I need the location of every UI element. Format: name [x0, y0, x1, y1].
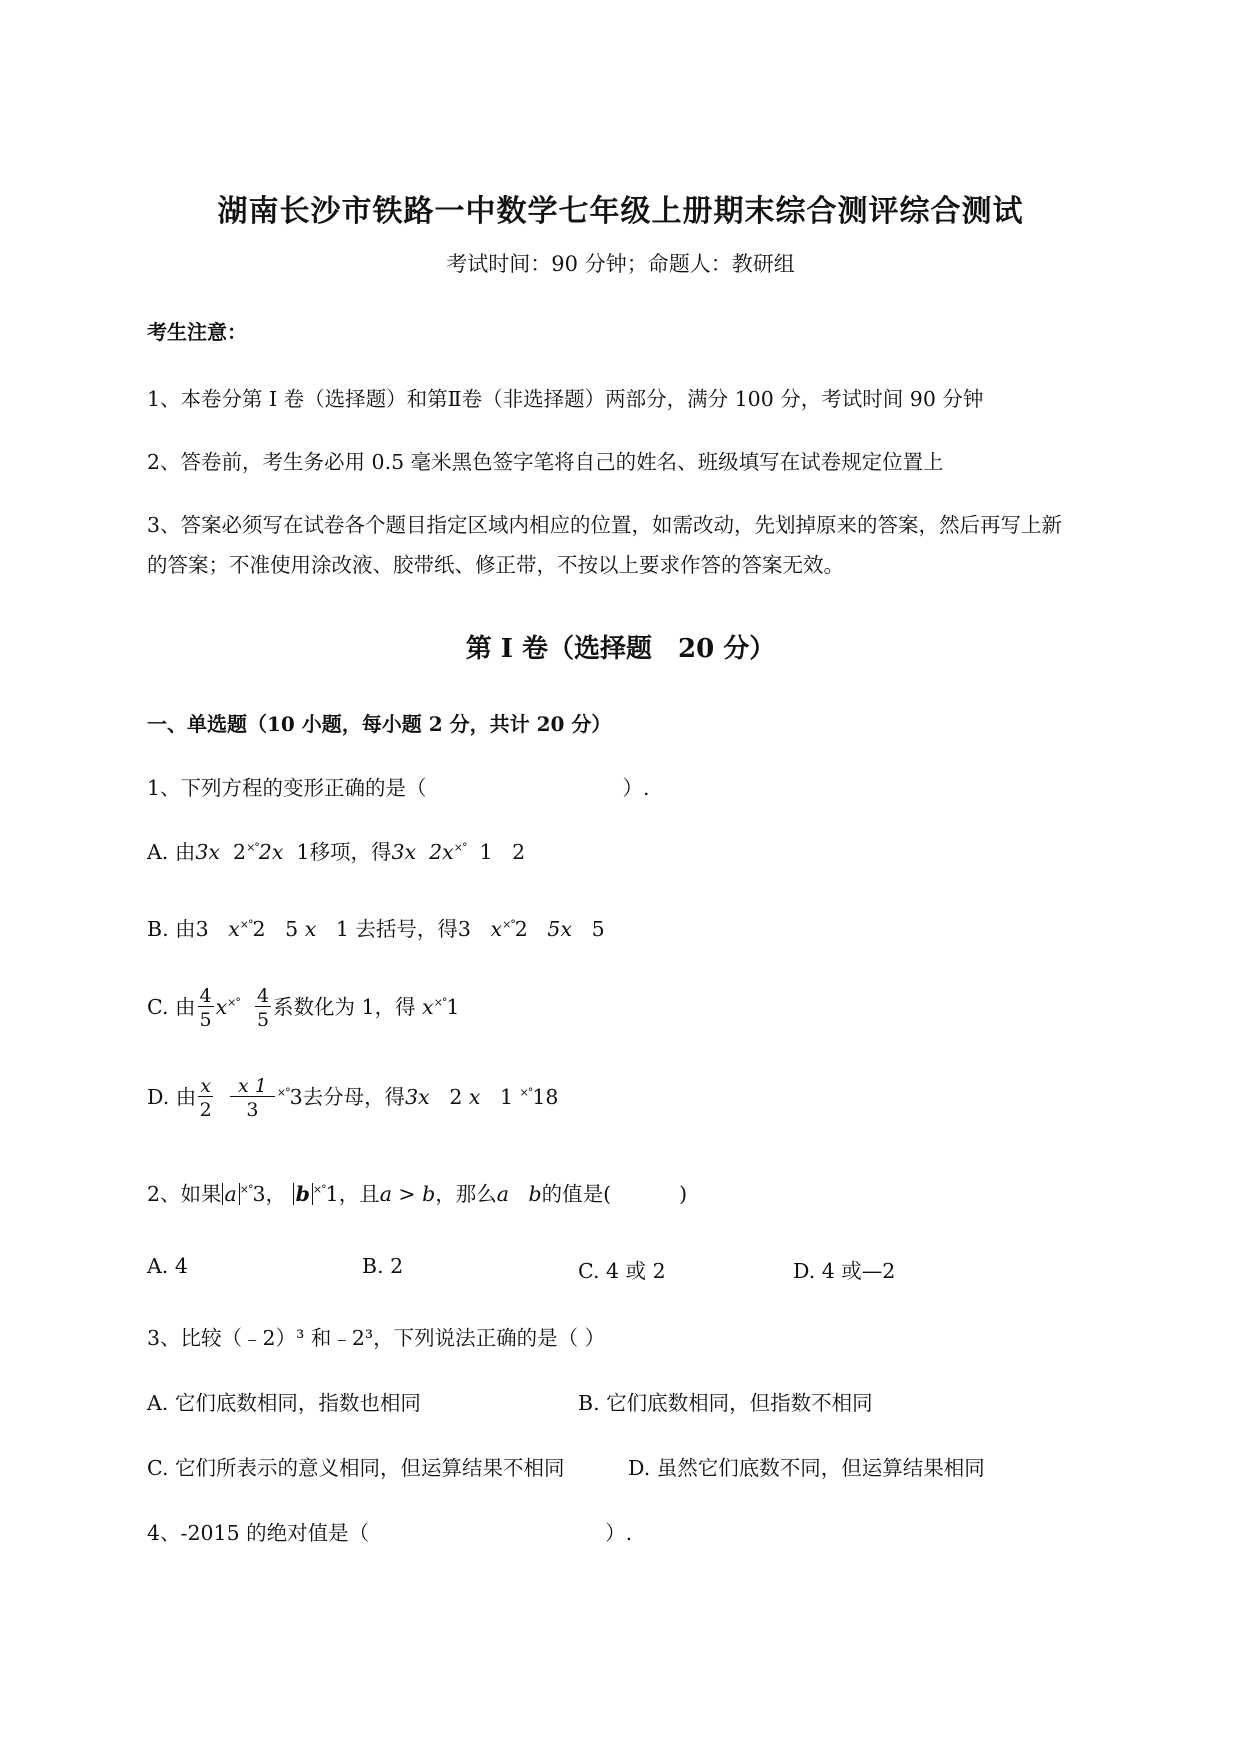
q3-option-c: C. 它们所表示的意义相同，但运算结果不相同: [147, 1456, 565, 1480]
question-1-stem-end: ）.: [622, 776, 650, 800]
math-term: 2: [252, 917, 266, 941]
math-term: 3: [195, 917, 209, 941]
math-term: 2x: [429, 840, 454, 864]
math-term: x: [228, 917, 240, 941]
fraction: $\frac{x}{2}$: [199, 1075, 212, 1121]
question-1: [147, 771, 650, 801]
math-term: x: [422, 995, 434, 1019]
question-2-text: ): [679, 1182, 688, 1206]
math-term: 1: [325, 1182, 339, 1206]
question-2-text: ，且: [338, 1182, 380, 1206]
math-term: 1: [335, 917, 349, 941]
math-term: 2: [233, 840, 247, 864]
q2-option-d: D. 4 或—2: [793, 1259, 896, 1283]
question-3: 3、比较（﹣2）³ 和﹣2³，下列说法正确的是（ ）: [147, 1326, 606, 1350]
math-term: 3: [457, 917, 471, 941]
question-4: [147, 1516, 632, 1546]
fraction: $\frac{4}{5}$: [256, 985, 270, 1031]
abs-value-b: b: [293, 1183, 313, 1205]
q2-option-b: B. 2: [362, 1254, 404, 1278]
q1-option-d: D. 由 $\frac{x}{2}$ $\frac{x 1}{3}$ ×°3去分母，得3x 2 x 1 ×°18: [147, 1075, 559, 1121]
math-term: 2: [514, 917, 528, 941]
section-title-part-a: 第 I 卷（选择题: [465, 634, 653, 664]
option-text: 系数化为 1，得: [273, 995, 416, 1019]
question-2: 2、如果 a ×°3， b ×°1，且a > b，那么a b的值是( ): [147, 1182, 688, 1206]
notice-item-2: 2、答卷前，考生务必用 0.5 毫米黑色签字笔将自己的姓名、班级填写在试卷规定位置上: [147, 450, 944, 474]
option-text: 移项，得: [309, 840, 392, 864]
option-text: 去括号，得: [355, 917, 458, 941]
q1-option-c: C. 由 $\frac{4}{5}$ x×° $\frac{4}{5}$ 系数化为 1，得 x×°1: [147, 985, 460, 1031]
option-text: 去分母，得: [302, 1085, 406, 1109]
q3-option-d: D. 虽然它们底数不同，但运算结果相同: [628, 1456, 985, 1480]
exam-info: 考试时间：90 分钟；命题人：教研组: [446, 252, 795, 276]
q2-option-c: C. 4 或 2: [578, 1259, 666, 1283]
condition: a > b: [379, 1182, 436, 1206]
q1-option-a: A. 由3x 2×°2x 1移项，得3x 2x×° 1 2: [147, 840, 526, 864]
math-term: 3x: [195, 840, 220, 864]
question-2-text: ，那么: [435, 1182, 497, 1206]
notice-item-3: 3、答案必须写在试卷各个题目指定区域内相应的位置，如需改动，先划掉原来的答案，然后再写上新: [147, 513, 1063, 537]
question-2-text: 的值是(: [541, 1182, 612, 1206]
notice-item-3-cont: 的答案；不准使用涂改液、胶带纸、修正带，不按以上要求作答的答案无效。: [147, 553, 844, 577]
page-title: 湖南长沙市铁路一中数学七年级上册期末综合测评综合测试: [217, 194, 1024, 229]
question-4-stem: 4、-2015 的绝对值是（: [147, 1521, 370, 1545]
math-term: 18: [532, 1085, 559, 1109]
math-term: 2x: [258, 840, 284, 864]
abs-value-a: a: [222, 1183, 240, 1205]
q2-option-a: A. 4: [147, 1254, 188, 1278]
math-term: 2: [512, 840, 526, 864]
option-text: 由: [175, 917, 196, 941]
math-term: 1: [446, 995, 460, 1019]
q1-option-b: B. 由3 x×°2 5 x 1 去括号，得3 x×°2 5x 5: [147, 917, 605, 941]
option-text: 由: [175, 995, 196, 1019]
fraction: $\frac{4}{5}$: [199, 985, 212, 1031]
question-group-heading: 一、单选题（10 小题，每小题 2 分，共计 20 分）: [147, 712, 612, 736]
fraction: $\frac{x 1}{3}$: [230, 1077, 275, 1120]
option-text: 由: [175, 1085, 197, 1109]
question-1-stem: 1、下列方程的变形正确的是（: [147, 776, 427, 800]
math-term: x: [215, 995, 228, 1019]
option-label: B.: [147, 917, 169, 941]
option-text: 由: [174, 840, 196, 864]
option-label: D.: [147, 1085, 170, 1109]
math-term: x: [468, 1085, 481, 1109]
math-term: x: [304, 917, 317, 941]
q3-option-a: A. 它们底数相同，指数也相同: [147, 1391, 421, 1415]
math-term: 3: [252, 1182, 266, 1206]
notice-heading: 考生注意：: [147, 320, 247, 344]
option-label: C.: [147, 995, 169, 1019]
section-title: [0, 628, 1241, 665]
question-2-text: 2、如果: [147, 1182, 222, 1206]
section-title-part-b: 20 分）: [678, 634, 776, 664]
math-term: 3: [289, 1085, 303, 1109]
math-term: x: [490, 917, 503, 941]
math-term: 3x: [391, 840, 417, 864]
math-term: 3x: [405, 1085, 430, 1109]
question-4-stem-end: ）.: [605, 1521, 633, 1545]
option-label: A.: [147, 840, 169, 864]
math-term: 1: [479, 840, 493, 864]
math-term: a: [496, 1182, 509, 1206]
q3-option-b: B. 它们底数相同，但指数不相同: [578, 1391, 873, 1415]
math-term: 2: [449, 1085, 463, 1109]
math-term: 5x: [547, 917, 573, 941]
math-term: 1: [500, 1085, 514, 1109]
math-term: b: [528, 1182, 542, 1206]
notice-item-1: 1、本卷分第 I 卷（选择题）和第Ⅱ卷（非选择题）两部分，满分 100 分，考试时间 90 分钟: [147, 387, 984, 411]
math-term: 1: [296, 840, 310, 864]
math-term: 5: [591, 917, 605, 941]
math-term: 5: [285, 917, 299, 941]
